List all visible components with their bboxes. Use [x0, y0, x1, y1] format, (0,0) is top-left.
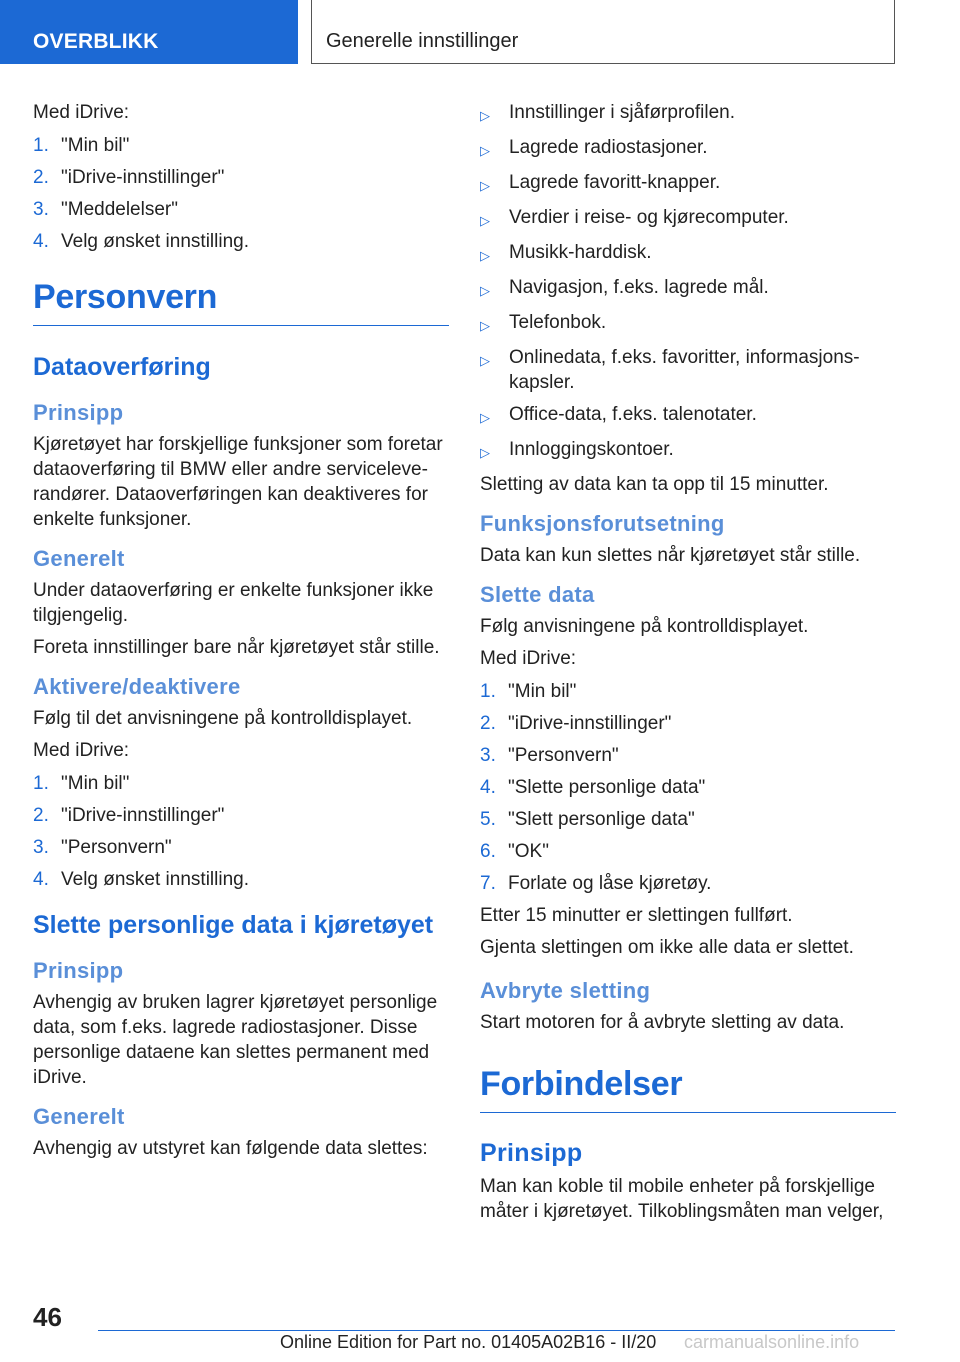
- bullet-text: Verdier i reise- og kjørecomputer.: [509, 207, 789, 228]
- triangle-bullet-icon: ▷: [480, 318, 490, 333]
- triangle-bullet-icon: ▷: [480, 143, 490, 158]
- footer-edition: Online Edition for Part no. 01405A02B16 - II/20: [280, 1332, 657, 1352]
- list-item: [33, 133, 449, 158]
- left-column: [33, 100, 449, 1168]
- slette-steps: [480, 679, 896, 896]
- list-item: [480, 205, 896, 233]
- step-number: 2.: [480, 713, 496, 734]
- heading-forbindelser: Forbindelser: [480, 1065, 896, 1113]
- step-text: Velg ønsket innstilling.: [61, 869, 249, 890]
- triangle-bullet-icon: ▷: [480, 283, 490, 298]
- deletable-data-list: [480, 100, 896, 465]
- bullet-text: Innloggingskontoer.: [509, 439, 674, 460]
- heading-prinsipp-3: Prinsipp: [480, 1139, 583, 1167]
- step-text: "Personvern": [61, 837, 172, 858]
- step-number: 5.: [480, 809, 496, 830]
- step-number: 3.: [33, 199, 49, 220]
- paragraph-funksjonsforutsetning: Data kan kun slettes når kjøretøyet står stille.: [480, 545, 861, 566]
- intro-label: Med iDrive:: [33, 102, 130, 123]
- list-item: [480, 679, 896, 704]
- watermark: carmanualsonline.info: [684, 1332, 919, 1353]
- paragraph-avbryte: Start motoren for å avbryte sletting av data.: [480, 1012, 845, 1033]
- heading-personvern: Personvern: [33, 278, 449, 326]
- paragraph-prinsipp-3: Man kan koble til mobile enheter på forskjellige måter i kjøretøyet. Tilkoblingsmåten man velger,: [480, 1176, 884, 1222]
- paragraph-aktivere: Følg til det anvisningene på kontrolldisplayet.: [33, 708, 413, 729]
- list-item: [480, 743, 896, 768]
- list-item: [480, 275, 896, 303]
- heading-aktivere: Aktivere/deaktivere: [33, 674, 241, 699]
- heading-prinsipp: Prinsipp: [33, 400, 124, 425]
- bullet-text: Onlinedata, f.eks. favoritter, informasjonskapsler.: [509, 347, 860, 393]
- heading-generelt: Generelt: [33, 546, 125, 571]
- heading-avbryte: Avbryte sletting: [480, 978, 651, 1003]
- list-item: [33, 229, 449, 254]
- step-text: "Slett personlige data": [508, 809, 695, 830]
- list-item: [480, 240, 896, 268]
- step-number: 7.: [480, 873, 496, 894]
- bullet-text: Telefonbok.: [509, 312, 607, 333]
- paragraph-gjenta: Gjenta slettingen om ikke alle data er slettet.: [480, 937, 854, 958]
- right-column: [480, 100, 896, 1231]
- step-text: "Min bil": [508, 681, 577, 702]
- bullet-text: Innstillinger i sjåførprofilen.: [509, 102, 735, 123]
- list-item: [480, 170, 896, 198]
- step-number: 1.: [33, 773, 49, 794]
- list-item: [480, 310, 896, 338]
- triangle-bullet-icon: ▷: [480, 213, 490, 228]
- triangle-bullet-icon: ▷: [480, 410, 490, 425]
- aktivere-label: Med iDrive:: [33, 740, 130, 761]
- step-number: 2.: [33, 805, 49, 826]
- step-text: Forlate og låse kjøretøy.: [508, 873, 712, 894]
- step-text: "Meddelelser": [61, 199, 178, 220]
- list-item: [480, 437, 896, 465]
- bullet-text: Musikk-harddisk.: [509, 242, 652, 263]
- step-text: "Personvern": [508, 745, 619, 766]
- step-number: 2.: [33, 167, 49, 188]
- heading-slette-data: Slette data: [480, 582, 595, 607]
- step-number: 6.: [480, 841, 496, 862]
- aktivere-steps: [33, 771, 449, 892]
- bullet-text: Lagrede favoritt-knapper.: [509, 172, 721, 193]
- step-number: 3.: [480, 745, 496, 766]
- step-text: "Min bil": [61, 773, 130, 794]
- bullet-text: Navigasjon, f.eks. lagrede mål.: [509, 277, 769, 298]
- list-item: [480, 100, 896, 128]
- triangle-bullet-icon: ▷: [480, 108, 490, 123]
- step-number: 1.: [33, 135, 49, 156]
- triangle-bullet-icon: ▷: [480, 178, 490, 193]
- list-item: [480, 135, 896, 163]
- step-text: Velg ønsket innstilling.: [61, 231, 249, 252]
- list-item: [33, 835, 449, 860]
- intro-steps: [33, 133, 449, 254]
- heading-slette-personlige: Slette personlige data i kjøretøyet: [33, 911, 434, 939]
- paragraph-sletting-tid: Sletting av data kan ta opp til 15 minutter.: [480, 474, 829, 495]
- bullet-text: Office-data, f.eks. talenotater.: [509, 404, 757, 425]
- list-item: [33, 165, 449, 190]
- step-number: 4.: [33, 231, 49, 252]
- step-number: 1.: [480, 681, 496, 702]
- list-item: [33, 197, 449, 222]
- paragraph-generelt-a: Under dataoverføring er enkelte funksjoner ikke tilgjengelig.: [33, 580, 434, 626]
- list-item: [480, 839, 896, 864]
- paragraph-slette-data: Følg anvisningene på kontrolldisplayet.: [480, 616, 809, 637]
- page-number: 46: [33, 1302, 62, 1332]
- list-item: [480, 345, 896, 395]
- triangle-bullet-icon: ▷: [480, 248, 490, 263]
- triangle-bullet-icon: ▷: [480, 353, 490, 368]
- triangle-bullet-icon: ▷: [480, 445, 490, 460]
- heading-prinsipp-2: Prinsipp: [33, 958, 124, 983]
- slette-label: Med iDrive:: [480, 648, 577, 669]
- step-text: "iDrive-innstillinger": [508, 713, 672, 734]
- step-text: "Slette personlige data": [508, 777, 706, 798]
- list-item: [33, 867, 449, 892]
- step-text: "OK": [508, 841, 549, 862]
- list-item: [480, 402, 896, 430]
- list-item: [33, 803, 449, 828]
- footer-divider: [98, 1330, 895, 1331]
- heading-dataoverforing: Dataoverføring: [33, 353, 211, 381]
- list-item: [480, 711, 896, 736]
- paragraph-prinsipp-2: Avhengig av bruken lagrer kjøretøyet personlige data, som f.eks. lagrede radiostasjoner. Disse personlige dataene kan slettes permanent med iDrive.: [33, 992, 438, 1088]
- page-header: [0, 0, 960, 66]
- step-text: "iDrive-innstillinger": [61, 167, 225, 188]
- heading-funksjonsforutsetning: Funksjonsforutsetning: [480, 511, 725, 536]
- paragraph-etter: Etter 15 minutter er slettingen fullført.: [480, 905, 793, 926]
- heading-generelt-2: Generelt: [33, 1104, 125, 1129]
- tab-section-title[interactable]: Generelle innstillinger: [311, 0, 895, 64]
- paragraph-generelt-2: Avhengig av utstyret kan følgende data slettes:: [33, 1138, 428, 1159]
- list-item: [33, 771, 449, 796]
- step-number: 4.: [480, 777, 496, 798]
- paragraph-generelt-b: Foreta innstillinger bare når kjøretøyet står stille.: [33, 637, 440, 658]
- step-text: "iDrive-innstillinger": [61, 805, 225, 826]
- paragraph-prinsipp: Kjøretøyet har forskjellige funksjoner som foretar dataoverføring til BMW eller andre serviceleverandører. Dataoverføringen kan deaktiveres for enkelte funksjoner.: [33, 434, 443, 530]
- list-item: [480, 871, 896, 896]
- list-item: [480, 807, 896, 832]
- tab-overview[interactable]: OVERBLIKK: [0, 0, 298, 64]
- step-text: "Min bil": [61, 135, 130, 156]
- step-number: 4.: [33, 869, 49, 890]
- step-number: 3.: [33, 837, 49, 858]
- bullet-text: Lagrede radiostasjoner.: [509, 137, 708, 158]
- list-item: [480, 775, 896, 800]
